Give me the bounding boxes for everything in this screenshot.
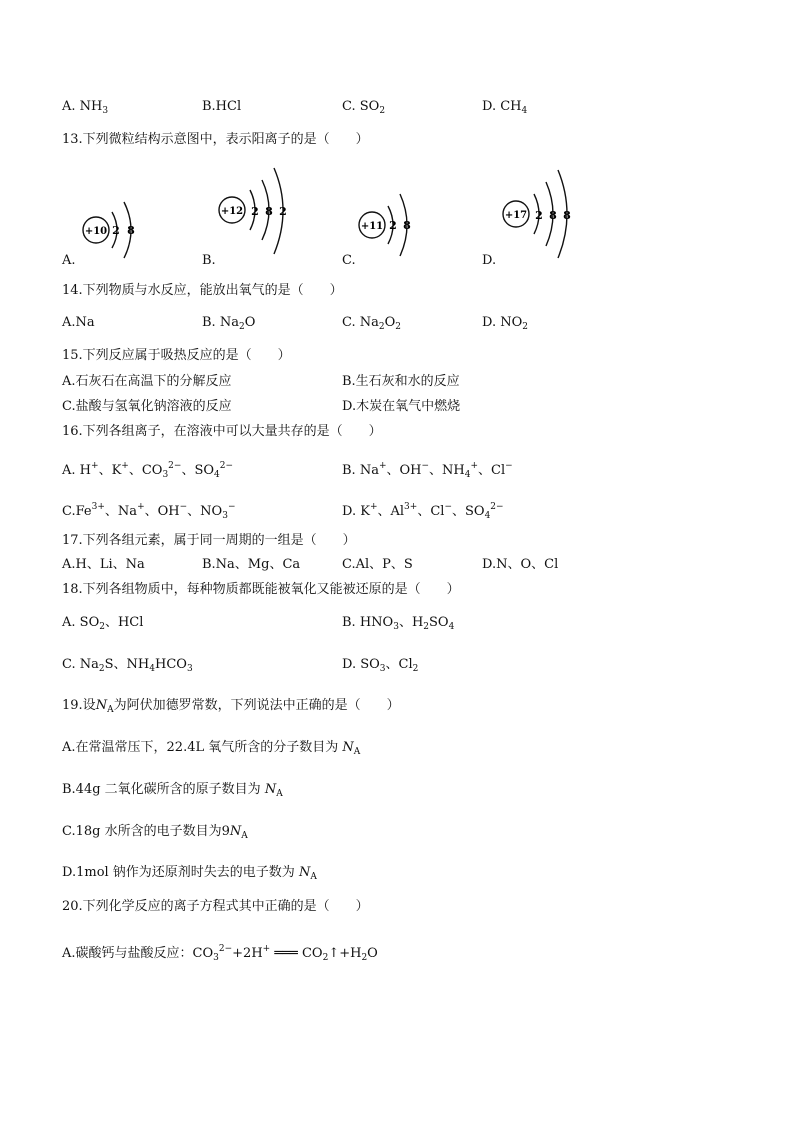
q14-option-a: A.Na bbox=[62, 315, 95, 330]
shell-electrons: 8 bbox=[403, 219, 411, 232]
q13-stem: 13.下列微粒结构示意图中，表示阳离子的是（ ） bbox=[62, 132, 369, 147]
shell-electrons: 8 bbox=[549, 209, 557, 222]
q14-stem: 14.下列物质与水反应，能放出氧气的是（ ） bbox=[62, 283, 343, 298]
q13-label-c: C. bbox=[342, 253, 356, 268]
q12-option-b: B.HCl bbox=[202, 99, 242, 114]
q13-label-d: D. bbox=[482, 253, 497, 268]
shell-electrons: 2 bbox=[279, 205, 287, 218]
shell-electrons: 2 bbox=[251, 205, 259, 218]
q19-option-b: B.44g 二氧化碳所含的原子数目为 $N_A$ bbox=[62, 782, 283, 799]
q12-option-d: D. $CH_4$ bbox=[482, 99, 528, 116]
q13-label-a: A. bbox=[62, 253, 76, 268]
q18-option-b: B. $HNO_3$、$H_2SO_4$ bbox=[342, 615, 455, 632]
q17-option-b: B.Na、Mg、Ca bbox=[202, 557, 301, 572]
q14-option-d: D. $NO_2$ bbox=[482, 315, 528, 332]
nucleus-charge: +10 bbox=[84, 226, 108, 237]
q17-option-d: D.N、O、Cl bbox=[482, 557, 559, 572]
q17-option-a: A.H、Li、Na bbox=[62, 557, 145, 572]
q19-stem: 19.设$N_A$为阿伏加德罗常数，下列说法中正确的是（ ） bbox=[62, 698, 400, 715]
q13-label-b: B. bbox=[202, 253, 216, 268]
nucleus-charge: +12 bbox=[220, 206, 244, 217]
q20-stem: 20.下列化学反应的离子方程式其中正确的是（ ） bbox=[62, 899, 369, 914]
q16-option-a: A. H+、K+、$CO_3^{2-}$、$SO_4^{2-}$ bbox=[62, 461, 234, 480]
nucleus-charge: +11 bbox=[360, 221, 384, 232]
q18-stem: 18.下列各组物质中，每种物质都既能被氧化又能被还原的是（ ） bbox=[62, 582, 460, 597]
q16-option-b: B. Na+、OH−、$NH_4^+$、Cl− bbox=[342, 461, 513, 480]
q18-option-a: A. $SO_2$、HCl bbox=[62, 615, 144, 632]
q15-option-d: D.木炭在氧气中燃烧 bbox=[342, 399, 461, 414]
nucleus-charge: +17 bbox=[504, 210, 528, 221]
shell-electrons: 8 bbox=[563, 209, 571, 222]
shell-electrons: 2 bbox=[112, 224, 120, 237]
q15-option-b: B.生石灰和水的反应 bbox=[342, 374, 460, 389]
q18-option-d: D. $SO_3$、$Cl_2$ bbox=[342, 657, 419, 674]
q16-option-c: $C.Fe^{3+}$、Na+、OH−、$NO_3^-$ bbox=[62, 502, 236, 521]
q15-option-a: A.石灰石在高温下的分解反应 bbox=[62, 374, 232, 389]
q12-option-c: C. $SO_2$ bbox=[342, 99, 386, 116]
q18-option-c: C. $Na_2S$、$NH_4HCO_3$ bbox=[62, 657, 193, 674]
atom-diagram-d bbox=[500, 164, 584, 260]
q16-option-d: D. K+、$Al^{3+}$、Cl−、$SO_4^{2-}$ bbox=[342, 502, 504, 521]
atom-diagram-a bbox=[78, 192, 148, 260]
q17-option-c: C.Al、P、S bbox=[342, 557, 413, 572]
q14-option-c: C. $Na_2O_2$ bbox=[342, 315, 402, 332]
q19-option-c: C.18g 水所含的电子数目为$9N_A$ bbox=[62, 824, 248, 841]
q19-option-d: D.1mol 钠作为还原剂时失去的电子数为 $N_A$ bbox=[62, 865, 317, 882]
q15-option-c: C.盐酸与氢氧化钠溶液的反应 bbox=[62, 399, 232, 414]
q19-option-a: A.在常温常压下，22.4L 氧气所含的分子数目为 $N_A$ bbox=[62, 740, 361, 757]
shell-electrons: 2 bbox=[535, 209, 543, 222]
q12-option-a: A. $NH_3$ bbox=[62, 99, 109, 116]
atom-diagram-c bbox=[356, 180, 420, 260]
shell-electrons: 2 bbox=[389, 219, 397, 232]
atom-diagram-b bbox=[214, 164, 294, 260]
q20-option-a: A.碳酸钙与盐酸反应：$CO_3^{2-}+2H^+$ ═══ $CO_2↑+H_2O$ bbox=[62, 944, 378, 963]
q16-stem: 16.下列各组离子，在溶液中可以大量共存的是（ ） bbox=[62, 424, 382, 439]
q17-stem: 17.下列各组元素，属于同一周期的一组是（ ） bbox=[62, 533, 356, 548]
q14-option-b: B. $Na_2O$ bbox=[202, 315, 256, 332]
shell-electrons: 8 bbox=[127, 224, 135, 237]
shell-electrons: 8 bbox=[265, 205, 273, 218]
q15-stem: 15.下列反应属于吸热反应的是（ ） bbox=[62, 348, 291, 363]
